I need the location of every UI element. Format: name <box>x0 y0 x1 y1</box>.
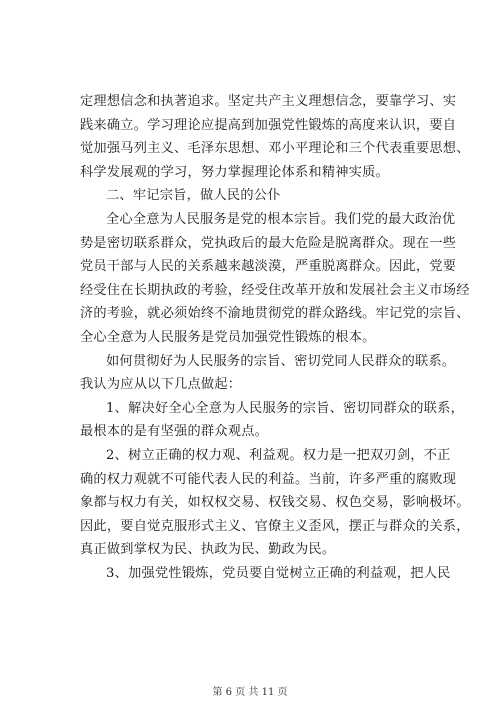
text-line: 二、牢记宗旨，做人民的公仆 <box>106 188 281 204</box>
text-line: 科学发展观的学习，努力掌握理论体系和精神实质。 <box>80 164 390 180</box>
text-line: 全心全意为人民服务是党的根本宗旨。我们党的最大政治优 <box>106 211 456 227</box>
text-line: 势是密切联系群众，党执政后的最大危险是脱离群众。现在一些 <box>80 235 457 251</box>
page-footer: 第 6 页 共 11 页 <box>212 687 288 698</box>
document-body <box>80 90 470 585</box>
text-line: 象都与权力有关，如权权交易、权钱交易、权色交易，影响极坏。 <box>80 495 470 511</box>
text-line: 觉加强马列主义、毛泽东思想、邓小平理论和三个代表重要思想、 <box>80 141 470 157</box>
text-line: 我认为应从以下几点做起： <box>80 377 242 393</box>
text-line: 如何贯彻好为人民服务的宗旨、密切党同人民群众的联系。 <box>106 353 456 369</box>
text-line: 定理想信念和执著追求。坚定共产主义理想信念，要靠学习、实 <box>80 94 457 109</box>
text-line: 真正做到掌权为民、执政为民、勤政为民。 <box>80 542 336 558</box>
text-line: 践来确立。学习理论应提高到加强党性锻炼的高度来认识，要自 <box>80 117 457 133</box>
text-line: 党员干部与人民的关系越来越淡漠，严重脱离群众。因此，党要 <box>80 259 457 275</box>
text-line: 全心全意为人民服务是党员加强党性锻炼的根本。 <box>80 329 376 345</box>
text-line: 济的考验，就必须始终不渝地贯彻党的群众路线。牢记党的宗旨、 <box>80 306 470 322</box>
text-line: 2、树立正确的权力观、利益观。权力是一把双刃剑，不正 <box>106 447 451 463</box>
text-line: 1、解决好全心全意为人民服务的宗旨、密切同群众的联系， <box>106 400 465 416</box>
text-line: 确的权力观就不可能代表人民的利益。当前，许多严重的腐败现 <box>80 471 457 487</box>
text-line: 因此，要自觉克服形式主义、官僚主义歪风，摆正与群众的关系， <box>80 518 470 534</box>
text-line: 最根本的是有坚强的群众观点。 <box>80 424 269 440</box>
text-line: 3、加强党性锻炼，党员要自觉树立正确的利益观，把人民 <box>106 565 451 581</box>
text-line: 经受住在长期执政的考验，经受住改革开放和发展社会主义市场经 <box>80 282 470 298</box>
